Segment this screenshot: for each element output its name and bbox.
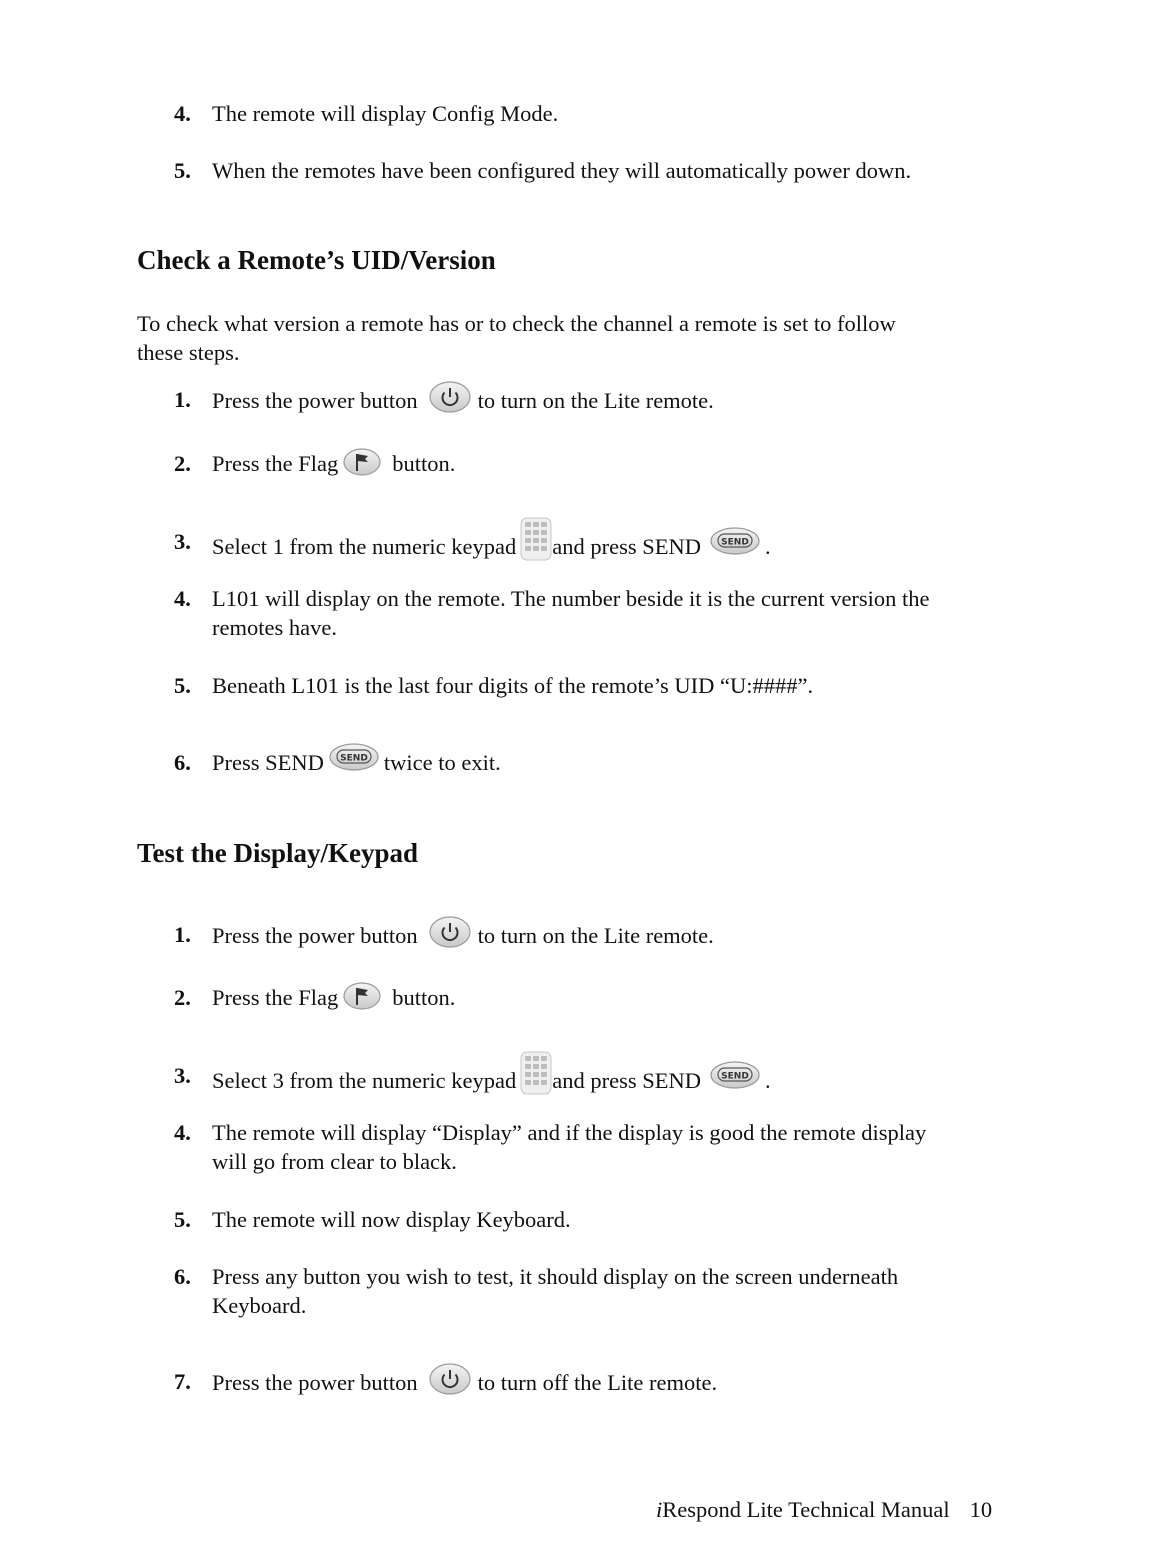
step-text: Select 3 from the numeric keypad: [212, 1068, 517, 1094]
power-icon: [428, 914, 472, 950]
step-3-uid: [212, 527, 771, 571]
step-text: L101 will display on the remote. The number beside it is the current version the: [212, 586, 930, 611]
step-text: to turn off the Lite remote.: [477, 1370, 718, 1396]
power-icon: [428, 379, 472, 415]
step-text: Press the Flag: [212, 985, 339, 1010]
step-text: Press the power button: [212, 1370, 418, 1396]
step-text: to turn on the Lite remote.: [477, 388, 714, 414]
step-number: 5.: [174, 673, 191, 698]
step-number: 2.: [174, 985, 191, 1010]
step-2-display: [212, 983, 455, 1016]
footer-brand-italic: i: [656, 1497, 663, 1522]
step-number: 2.: [174, 451, 191, 476]
footer-brand: Respond Lite Technical Manual: [662, 1497, 950, 1522]
step-text: and press SEND: [552, 534, 702, 560]
step-text: .: [765, 1068, 771, 1094]
step-number: 5.: [174, 158, 191, 183]
step-2-uid: [212, 449, 455, 482]
step-text: The remote will now display Keyboard.: [212, 1207, 571, 1232]
send-icon: [328, 742, 380, 772]
step-text: Press SEND: [212, 750, 324, 775]
step-text: Keyboard.: [212, 1293, 307, 1318]
flag-icon: [342, 446, 382, 478]
intro-line-1: To check what version a remote has or to check the channel a remote is set to follow: [137, 311, 896, 336]
step-number: 7.: [174, 1369, 191, 1394]
page-footer: [656, 1495, 992, 1524]
flag-icon: [342, 980, 382, 1012]
step-number: 1.: [174, 922, 191, 947]
step-number: 5.: [174, 1207, 191, 1232]
step-number: 1.: [174, 387, 191, 412]
step-1-uid: [212, 385, 714, 421]
step-number: 4.: [174, 1120, 191, 1145]
step-number: 6.: [174, 750, 191, 775]
step-text: will go from clear to black.: [212, 1149, 457, 1174]
step-text: Press the power button: [212, 923, 418, 949]
step-text: remotes have.: [212, 615, 337, 640]
section-heading-uid-version: Check a Remote’s UID/Version: [137, 245, 496, 275]
power-icon: [428, 1361, 472, 1397]
step-text: Press the Flag: [212, 451, 339, 476]
keypad-icon: [520, 517, 552, 561]
page-number: 10: [969, 1497, 993, 1522]
step-number: 3.: [174, 1063, 191, 1088]
step-text: Select 1 from the numeric keypad: [212, 534, 517, 560]
section-heading-display-keypad: Test the Display/Keypad: [137, 838, 419, 868]
step-number: 6.: [174, 1264, 191, 1289]
step-text: Beneath L101 is the last four digits of the remote’s UID “U:####”.: [212, 673, 814, 698]
step-number: 4.: [174, 586, 191, 611]
step-text: to turn on the Lite remote.: [477, 923, 714, 949]
step-7-display: [212, 1367, 717, 1403]
send-icon: [709, 526, 761, 556]
step-number: 3.: [174, 529, 191, 554]
step-text: twice to exit.: [383, 750, 501, 775]
keypad-icon: [520, 1051, 552, 1095]
step-text: and press SEND: [552, 1068, 702, 1094]
step-text: .: [765, 534, 771, 560]
step-text: When the remotes have been configured they will automatically power down.: [212, 158, 912, 183]
step-3-display: [212, 1061, 771, 1105]
step-6-uid: [212, 748, 501, 780]
step-text: Press any button you wish to test, it should display on the screen underneath: [212, 1264, 899, 1289]
step-text: Press the power button: [212, 388, 418, 414]
step-text: button.: [392, 985, 456, 1010]
step-number: 4.: [174, 101, 191, 126]
step-text: The remote will display Config Mode.: [212, 101, 559, 126]
step-text: The remote will display “Display” and if the display is good the remote display: [212, 1120, 927, 1145]
step-1-display: [212, 920, 714, 956]
step-text: button.: [392, 451, 456, 476]
send-icon: [709, 1060, 761, 1090]
intro-line-2: these steps.: [137, 340, 240, 365]
